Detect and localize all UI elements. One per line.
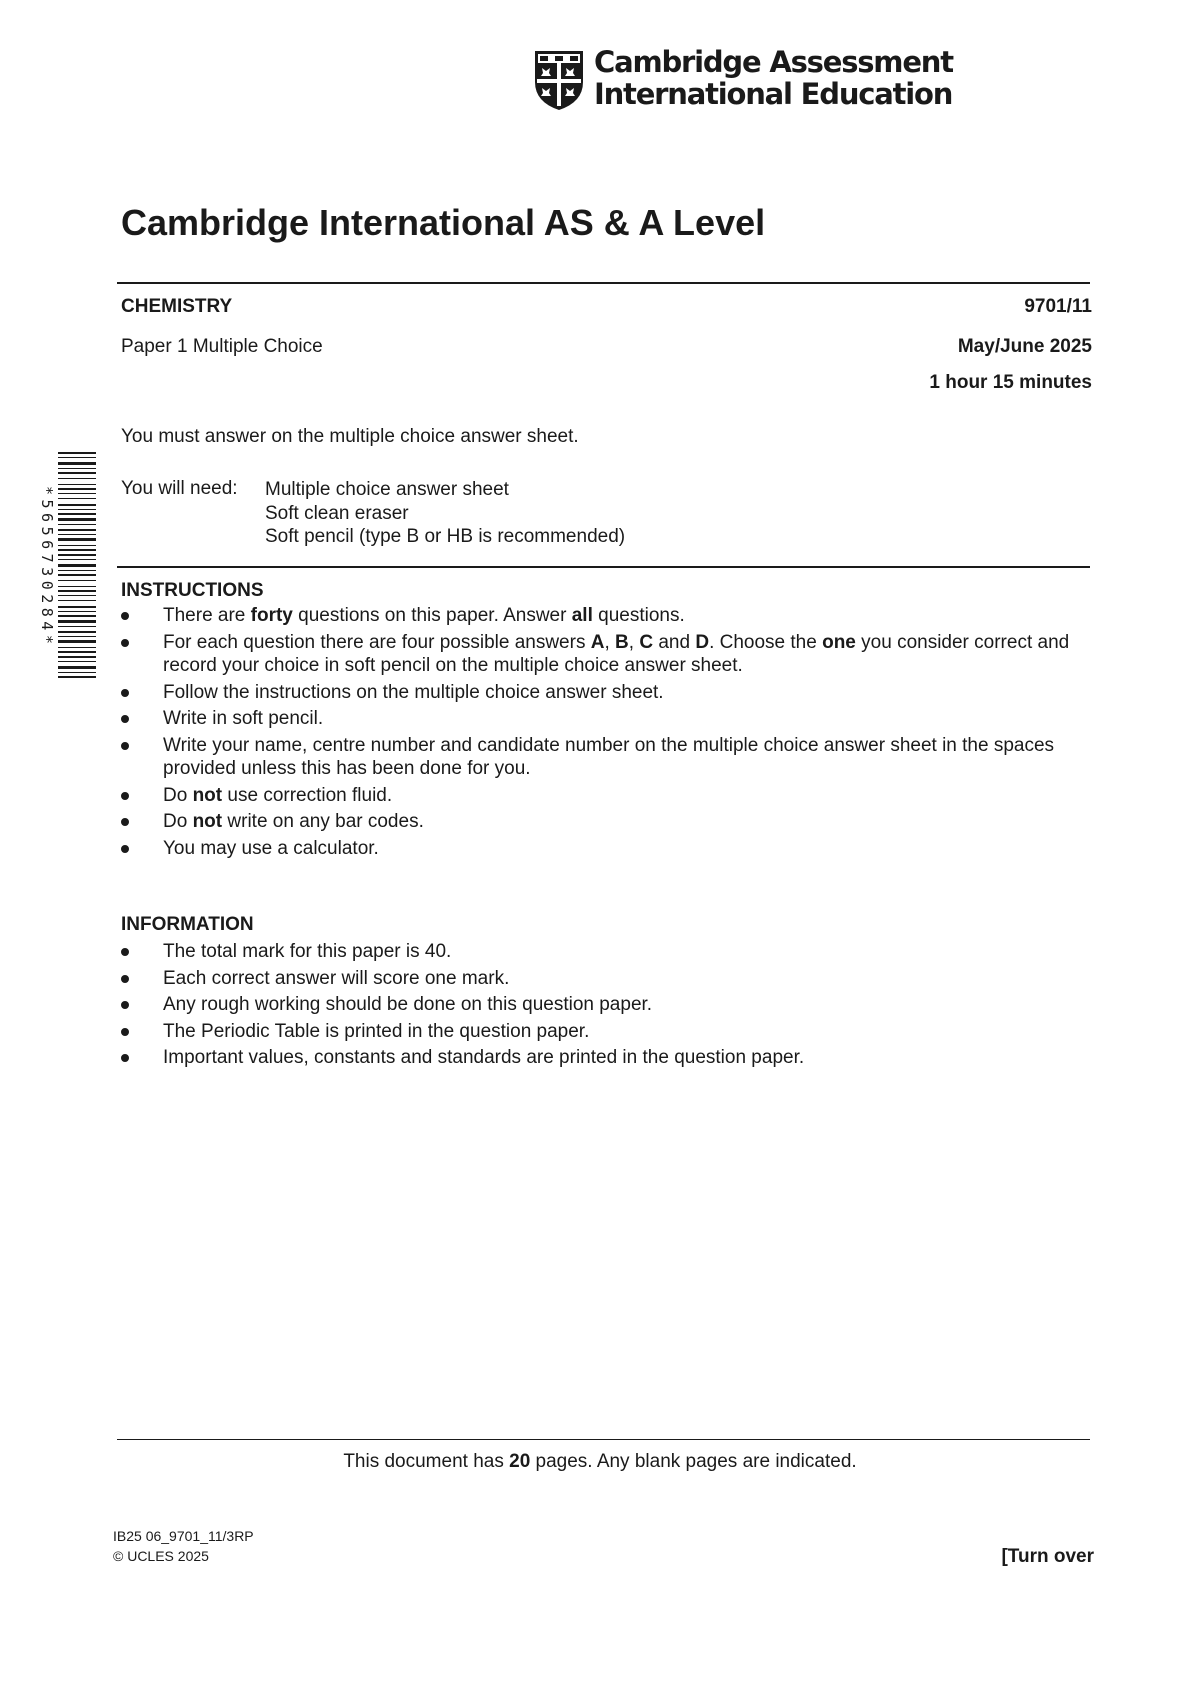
emphasis-text: one	[822, 631, 856, 653]
instructions-divider	[117, 566, 1090, 568]
bullet-icon	[121, 715, 129, 723]
qualification-title: Cambridge International AS & A Level	[121, 202, 766, 243]
needed-items	[265, 478, 625, 549]
bullet-icon	[121, 639, 129, 647]
needed-item: Soft clean eraser	[265, 502, 409, 524]
emphasis-text: not	[192, 784, 223, 806]
list-item: Each correct answer will score one mark.	[121, 967, 1096, 991]
bullet-icon	[121, 845, 129, 853]
list-item: Follow the instructions on the multiple choice answer sheet.	[121, 681, 1096, 705]
list-item: For each question there are four possible answers A, B, C and D. Choose the one you consider correct and record your choice in soft pencil on the multiple choice answer sheet.	[121, 631, 1096, 678]
emphasis-text: D	[695, 631, 710, 653]
list-item: The total mark for this paper is 40.	[121, 940, 1096, 964]
emphasis-text: forty	[250, 605, 293, 626]
emphasis-text: 20	[509, 1451, 531, 1472]
bullet-icon	[121, 1028, 129, 1036]
bullet-icon	[121, 1054, 129, 1062]
paper-name: Paper 1 Multiple Choice	[121, 336, 323, 357]
exam-duration: 1 hour 15 minutes	[929, 372, 1092, 393]
instructions-heading: INSTRUCTIONS	[121, 580, 264, 601]
crest-icon	[532, 48, 586, 112]
needed-item: Soft pencil (type B or HB is recommended)	[265, 526, 626, 547]
bullet-icon	[121, 818, 129, 826]
page-count-note: This document has 20 pages. Any blank pages are indicated.	[343, 1451, 857, 1472]
component-code: 9701/11	[1024, 296, 1092, 317]
emphasis-text: all	[571, 605, 593, 626]
need-label: You will need:	[121, 478, 238, 499]
bullet-icon	[121, 948, 129, 956]
answer-sheet-note: You must answer on the multiple choice answer sheet.	[121, 426, 579, 447]
list-item: Write in soft pencil.	[121, 707, 1096, 731]
list-item: Do not write on any bar codes.	[121, 810, 1096, 834]
bullet-icon	[121, 975, 129, 983]
turn-over-label: [Turn over	[1001, 1546, 1094, 1567]
list-item: Any rough working should be done on this question paper.	[121, 993, 1096, 1017]
barcode-digits: *5656730284*	[38, 485, 56, 649]
emphasis-text: C	[639, 631, 654, 653]
barcode-icon	[58, 452, 96, 682]
candidate-barcode	[34, 452, 96, 682]
top-divider	[117, 282, 1090, 284]
reference-code: IB25 06_9701_11/3RP	[113, 1528, 254, 1544]
emphasis-text: A	[590, 631, 605, 653]
emphasis-text: B	[615, 631, 629, 653]
bullet-icon	[121, 792, 129, 800]
bullet-icon	[121, 742, 129, 750]
bullet-icon	[121, 689, 129, 697]
needed-item: Multiple choice answer sheet	[265, 479, 509, 500]
instructions-list	[121, 604, 1096, 863]
list-item: The Periodic Table is printed in the question paper.	[121, 1020, 1096, 1044]
list-item: Write your name, centre number and candidate number on the multiple choice answer sheet in the spaces provided unless this has been done for you.	[121, 734, 1096, 781]
list-item: Important values, constants and standards are printed in the question paper.	[121, 1046, 1096, 1070]
bullet-icon	[121, 1001, 129, 1009]
bullet-icon	[121, 612, 129, 620]
logo-line-1: Cambridge Assessment	[594, 45, 953, 79]
list-item: Do not use correction fluid.	[121, 784, 1096, 808]
list-item: You may use a calculator.	[121, 837, 1096, 861]
document-reference	[113, 1526, 254, 1566]
copyright-notice: © UCLES 2025	[113, 1548, 209, 1564]
logo-line-2: International Education	[594, 77, 953, 111]
subject-name: CHEMISTRY	[121, 296, 233, 317]
emphasis-text: not	[192, 811, 223, 832]
list-item: There are forty questions on this paper. Answer all questions.	[121, 604, 1096, 628]
exam-session: May/June 2025	[957, 336, 1092, 357]
information-list	[121, 940, 1096, 1073]
information-heading: INFORMATION	[121, 914, 254, 935]
footer-divider	[117, 1439, 1090, 1440]
cambridge-logo	[532, 45, 953, 112]
